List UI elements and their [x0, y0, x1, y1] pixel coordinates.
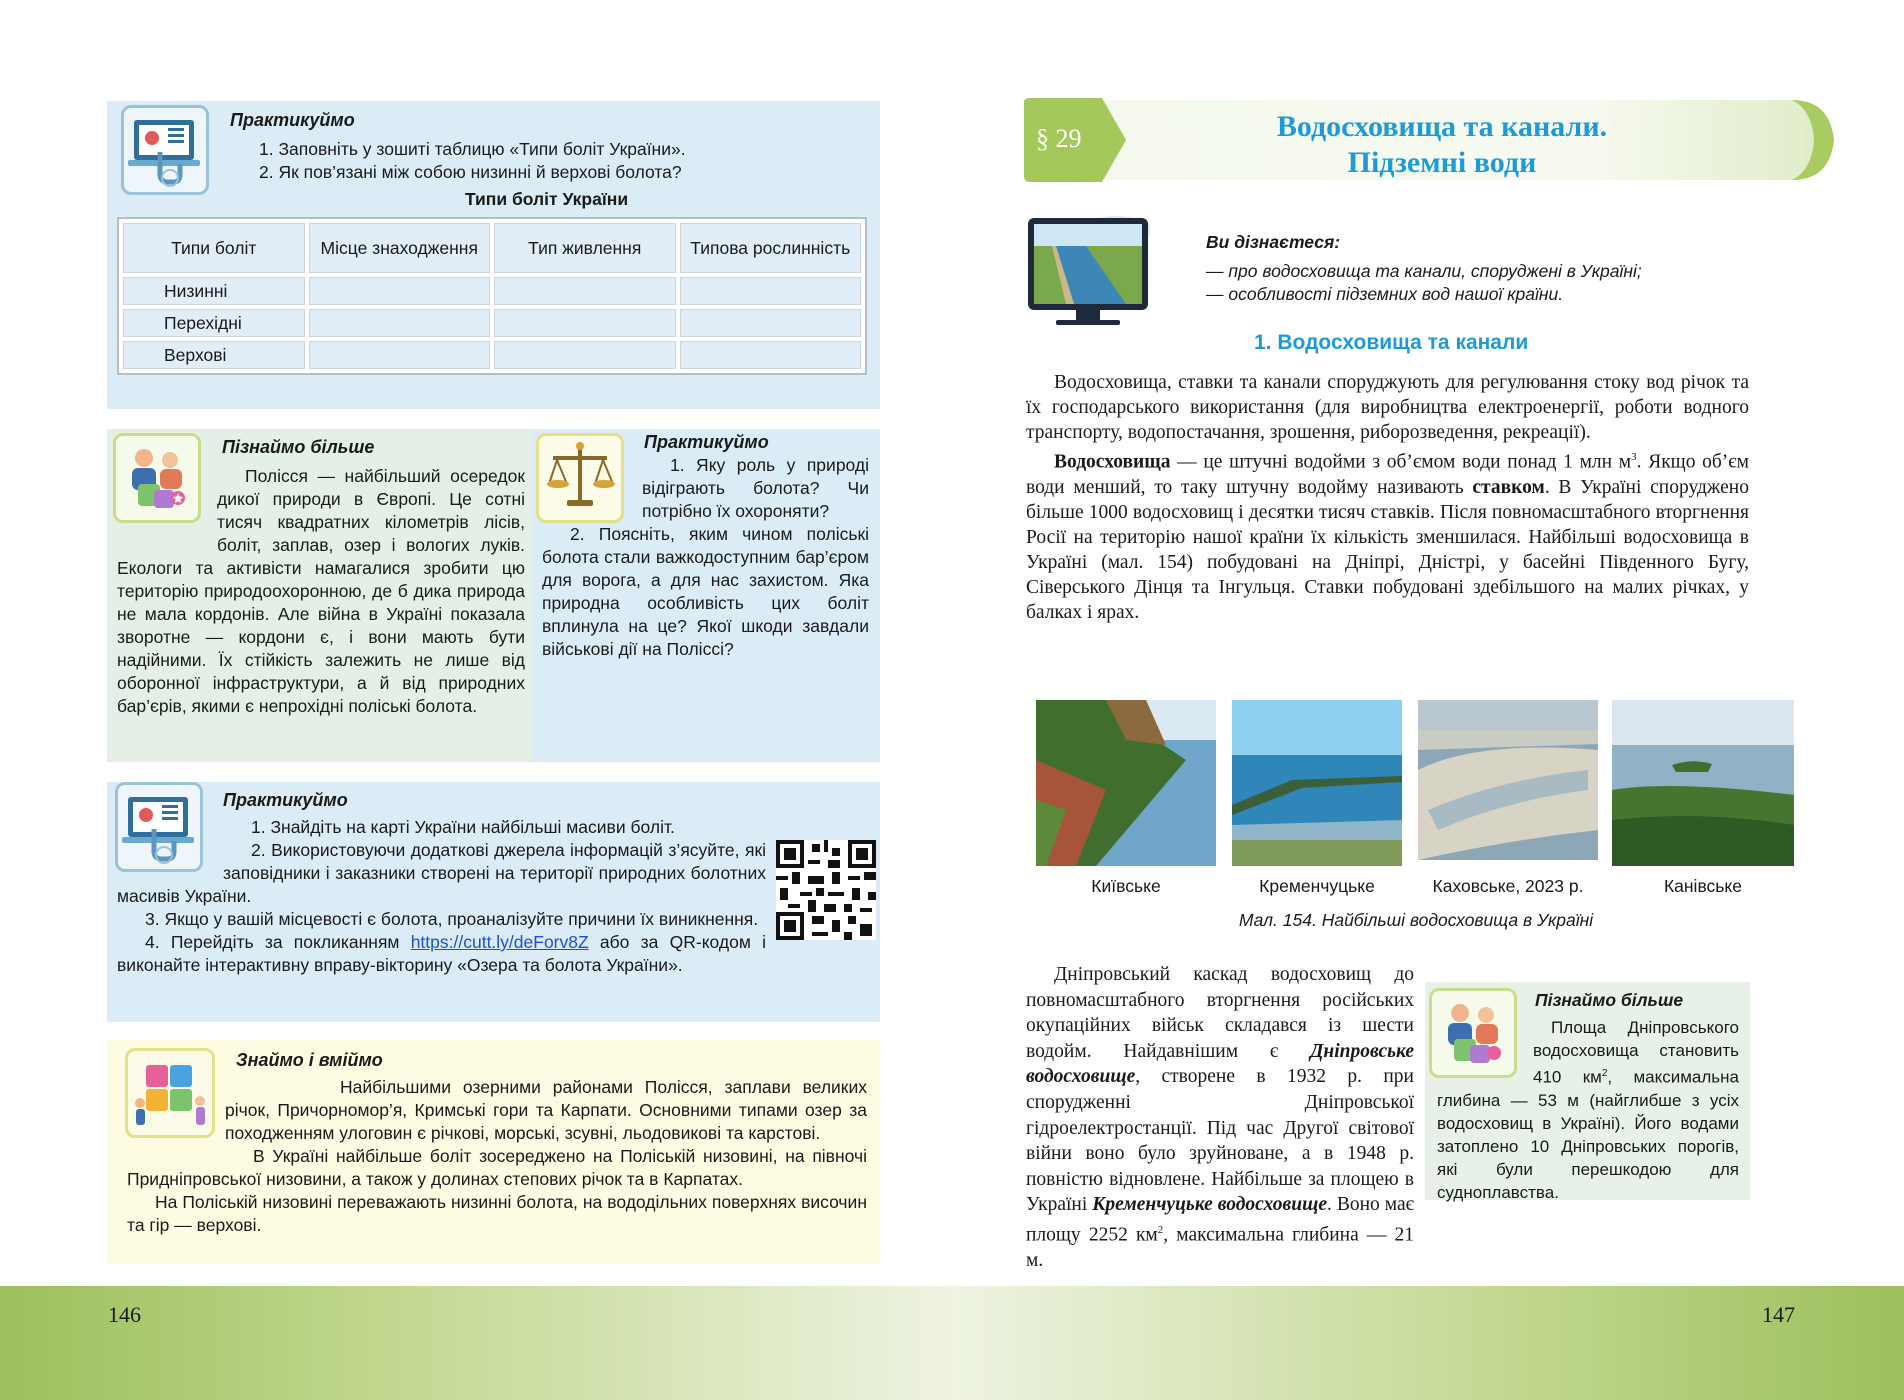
you-learn-item-1: — про водосховища та канали, споруджені в Україні; [1206, 261, 1642, 281]
table-header: Тип живлення [494, 223, 676, 273]
learn-more-right-title: Пізнаймо більше [1535, 990, 1684, 1010]
quiz-link[interactable]: https://cutt.ly/deForv8Z [410, 932, 589, 952]
chapter-title-line-1: Водосховища та канали. [1276, 110, 1608, 143]
laptop-touch-icon [121, 105, 209, 195]
you-learn-title: Ви дізнаєтеся: [1206, 232, 1341, 252]
table-cell-empty [494, 277, 676, 305]
know-and-can-box [107, 1040, 880, 1264]
table-cell-empty [494, 341, 676, 369]
photo-kremenchuk-reservoir [1232, 700, 1402, 866]
paragraph-number: § 29 [1036, 124, 1082, 153]
table-cell-empty [494, 309, 676, 337]
practice-3-item-4 [117, 931, 880, 977]
term-pond: ставком [1472, 476, 1545, 498]
term-dnipro-reservoir: Дніпровське водосховище [1026, 1040, 1414, 1088]
table-header-row [123, 223, 861, 273]
term-reservoir: Водосховища [1054, 451, 1171, 473]
qr-code [776, 840, 880, 944]
practice-2-title: Практикуймо [644, 432, 769, 452]
know-title: Знаймо і вміймо [236, 1050, 383, 1070]
table-cell-empty [680, 341, 862, 369]
table-cell: Перехідні [123, 309, 305, 337]
practice-box-2 [532, 429, 880, 762]
main-paragraph-3: Дніпровський каскад водосховищ до повномасштабного вторгнення російських окупаційних військ складався із шести водойм. Найдавнішим є Дніпровське водосховище, створене в 1932 р. при спорудженні Дніпровської гідроелектростанції. Під час Другої світової війни воно було зруйноване, а в 1948 р. повністю відновлене. Найбільше за площею в Україні Кременчуцьке водосховище. Воно має площу 2252 $км^2$, максимальна глибина — 21 м. [1026, 964, 1415, 1272]
practice-2-text [542, 454, 869, 661]
practice-1-title: Практикуймо [230, 110, 355, 130]
practice-1-item-2: 2. Як пов’язані між собою низинні й верхові болота? [259, 162, 682, 182]
swamp-types-table [117, 217, 867, 375]
figure-caption: Мал. 154. Найбільші водосховища в Україні [1238, 910, 1594, 930]
monitor-canal-icon [1026, 216, 1150, 328]
practice-1-item-1: 1. Заповніть у зошиті таблицю «Типи боліт України». [259, 139, 686, 159]
learn-more-text: Полісся — найбільший осередок дикої природи в Європі. Це сотні тисяч квадратних кілометрів лісів, боліт, заплав, озер і вологих луків. Екологи та активісти намагалися зробити цю територію природоохоронною, де б дика природа не мала кордонів. Але війна в Україні показала зворотне — кордони є, і вони мають бути надійними. Їх стійкість залежить не лише від оборонної інфраструктури, а й від природних бар’єрів, якими є непрохідні поліські болота. [117, 466, 525, 716]
table-cell-empty [309, 309, 491, 337]
main-paragraph-1: Водосховища, ставки та канали споруджують для регулювання стоку вод річок та їх господарського використання (для виробництва електроенергії, роботи водного транспорту, водопостачання, зрошення, риборозведення, рекреації). Водосховища — це штучні водойми з об’ємом води понад 1 млн $м^3$. Якщо об’єм води менший, то таку штучну водойму називають ставком. В Україні споруджено більше 1000 водосховищ і десятки тисяч ставків. Після повномасштабного вторгнення Росії на територію нашої країни їх кількість зменшилася. Найбільші водосховища в Україні (мал. 154) побудовані на Дніпрі, Дністрі, у басейні Південного Бугу, Сіверського Дінця та Інгульця. Ставки побудовані здебільшого на малих річках, у балках і ярах. [1026, 372, 1750, 623]
know-p3: На Поліській низовині переважають низинні болота, на вододільних поверхнях височин та гір — верхові. [127, 1192, 867, 1235]
table-cell-empty [680, 277, 862, 305]
practice-2-item-2: 2. Поясніть, яким чином поліські болота стали важкодоступним бар’єром для ворога, а для нас захистом. Яка природна особливість цих боліт вплинула на це? Якої шкоди завдали військові дії на Поліссі? [542, 524, 869, 659]
practice-2-item-1: 1. Яку роль у природі відіграють болота? Чи потрібно їх охороняти? [642, 455, 869, 521]
chapter-title-line-2: Підземні води [1347, 146, 1537, 179]
photo-caption-kremenchuk: Кременчуцьке [1259, 876, 1375, 896]
you-learn-item-2: — особливості підземних вод нашої країни. [1206, 284, 1564, 304]
table-row [123, 277, 861, 305]
practice-3-item-2: 2. Використовуючи додаткові джерела інформацій з’ясуйте, які заповідники і заказники створені на території природних болотних масивів України. [117, 840, 766, 906]
item-4-lead: 4. Перейдіть за покликанням [145, 932, 400, 952]
know-p2: В Україні найбільше боліт зосереджено на Поліській низовині, на півночі Придніпровської низовини, а також у долинах степових річок та в Карпатах. [127, 1146, 867, 1189]
learn-more-box [107, 429, 532, 762]
photo-kaniv-reservoir [1612, 700, 1794, 866]
right-page [952, 0, 1904, 1400]
table-header: Типова рослинність [680, 223, 862, 273]
left-footer-band [0, 1286, 952, 1400]
table-header: Місце знаходження [309, 223, 491, 273]
photo-caption-kaniv: Канівське [1663, 876, 1743, 896]
table-cell-empty [680, 309, 862, 337]
table-cell-empty [309, 341, 491, 369]
practice-3-text [117, 816, 880, 977]
page-number-left: 146 [108, 1302, 141, 1327]
learn-more-right-text: Площа Дніпровського водосховища становить 410 $км^2$, максимальна глибина — 53 м (найглибше з усіх водосховищ в Україні). Його водами затоплено 10 Дніпровських порогів, які були перешкодою для судноплавства. [1437, 1018, 1739, 1202]
table-cell-empty [309, 277, 491, 305]
table-cell: Верхові [123, 341, 305, 369]
learn-more-title: Пізнаймо більше [222, 437, 375, 457]
practice-box-1 [107, 101, 880, 409]
practice-3-title: Практикуймо [223, 790, 348, 810]
photo-caption-kyiv: Київське [1091, 876, 1161, 896]
photo-kakhovka-reservoir [1418, 700, 1598, 860]
table-title: Типи боліт України [465, 189, 629, 209]
photo-caption-kakhovka: Каховське, 2023 р. [1432, 876, 1584, 896]
practice-3-item-3: 3. Якщо у вашій місцевості є болота, проаналізуйте причини їх виникнення. [145, 909, 759, 929]
section-title: 1. Водосховища та канали [1254, 331, 1529, 354]
item-4-tail: або за QR-кодом і виконайте інтерактивну вправу-вікторину «Озера та болота України». [117, 932, 766, 975]
table-cell: Низинні [123, 277, 305, 305]
photo-kyiv-reservoir [1036, 700, 1216, 866]
table-row [123, 309, 861, 337]
know-p1: Найбільшими озерними районами Полісся, заплави великих річок, Причорномор’я, Кримські гори та Карпати. Основними типами озер за походженням улоговин є річкові, морські, зсувні, льодовикові та карстові. [225, 1077, 867, 1143]
practice-box-3 [107, 782, 880, 1022]
term-kremenchuk-reservoir: Кременчуцьке водосховище [1092, 1194, 1327, 1216]
table-row [123, 341, 861, 369]
page-number-right: 147 [1762, 1302, 1795, 1327]
practice-3-item-1: 1. Знайдіть на карті України найбільші масиви боліт. [251, 817, 675, 837]
chapter-banner [1022, 96, 1852, 184]
table-header: Типи боліт [123, 223, 305, 273]
know-text [127, 1076, 867, 1237]
